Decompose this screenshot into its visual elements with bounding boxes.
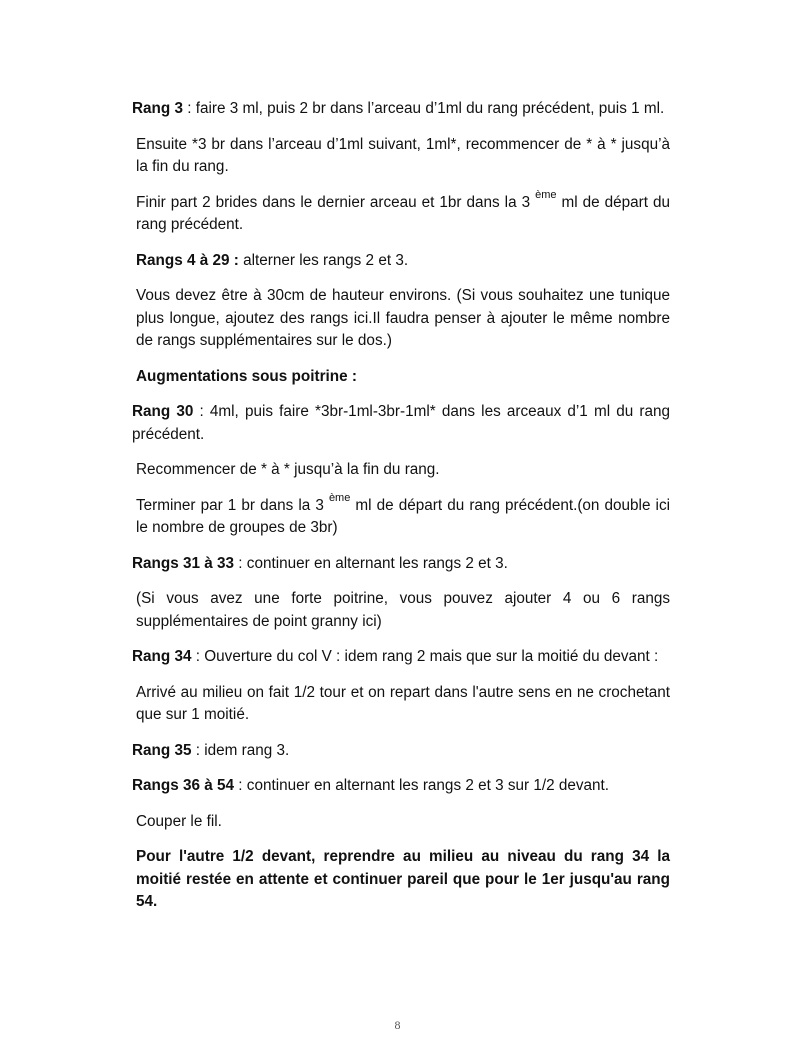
paragraph-text: : Ouverture du col V : idem rang 2 mais que sur la moitié du devant : xyxy=(191,648,659,665)
paragraph-text: alterner les rangs 2 et 3. xyxy=(238,251,409,269)
paragraph-text: Pour l'autre 1/2 devant, reprendre au milieu au niveau du rang 34 la moitié restée en attente et continuer pareil que pour le 1er jusqu'au rang 54. xyxy=(136,848,670,910)
paragraph-ensuite xyxy=(132,134,670,179)
superscript: ème xyxy=(328,491,351,504)
paragraph-text: Ensuite *3 br dans l’arceau d’1ml suivant, 1ml*, recommencer de * à * jusqu’à la fin du rang. xyxy=(136,135,670,175)
paragraph-couper xyxy=(132,811,670,834)
paragraph-rang-3 xyxy=(132,98,670,121)
paragraph-rangs-31-33 xyxy=(132,553,670,576)
paragraph-text: : 4ml, puis faire *3br-1ml-3br-1ml* dans les arceaux d’1 ml du rang précédent. xyxy=(132,403,670,443)
rang-label: Rangs 4 à 29 : xyxy=(136,251,239,269)
rang-label: Rangs 31 à 33 xyxy=(132,554,235,572)
section-heading xyxy=(132,366,670,389)
paragraph-text: Arrivé au milieu on fait 1/2 tour et on repart dans l'autre sens en ne crochetant que sur 1 moitié. xyxy=(136,683,670,723)
paragraph-text: Finir part 2 brides dans le dernier arceau et 1br dans la 3 xyxy=(136,193,536,211)
rang-label: Rang 34 xyxy=(132,648,192,665)
superscript: ème xyxy=(535,188,557,201)
paragraph-text: Recommencer de * à * jusqu’à la fin du rang. xyxy=(136,461,440,478)
paragraph-rang-30 xyxy=(132,401,670,446)
paragraph-rangs-36-54 xyxy=(132,775,670,798)
paragraph-text: Terminer par 1 br dans la 3 xyxy=(136,496,329,514)
paragraph-text: : continuer en alternant les rangs 2 et 3. xyxy=(234,554,508,572)
paragraph-hauteur xyxy=(132,285,670,353)
paragraph-text: : idem rang 3. xyxy=(191,741,290,759)
paragraph-recommencer xyxy=(132,459,670,482)
paragraph-text: ml de départ du rang précédent.(on double ici le nombre de groupes de 3br) xyxy=(136,496,670,536)
paragraph-text: (Si vous avez une forte poitrine, vous pouvez ajouter 4 ou 6 rangs supplémentaires de point granny ici) xyxy=(136,590,670,630)
heading-text: Augmentations sous poitrine : xyxy=(136,367,357,385)
rang-label: Rangs 36 à 54 xyxy=(132,777,235,794)
paragraph-terminer xyxy=(132,491,670,540)
paragraph-finir xyxy=(132,188,670,237)
paragraph-text: : faire 3 ml, puis 2 br dans l’arceau d’1ml du rang précédent, puis 1 ml. xyxy=(183,100,665,117)
paragraph-rang-34 xyxy=(132,646,670,669)
document-body xyxy=(132,98,670,927)
paragraph-text: ml de départ du rang précédent. xyxy=(136,193,670,233)
paragraph-rang-35 xyxy=(132,740,670,763)
rang-label: Rang 3 xyxy=(132,100,183,117)
rang-label: Rang 35 xyxy=(132,741,192,759)
paragraph-forte-poitrine xyxy=(132,588,670,633)
paragraph-rangs-4-29 xyxy=(132,250,670,273)
paragraph-arrive xyxy=(132,682,670,727)
paragraph-final-bold xyxy=(132,846,670,914)
paragraph-text: Vous devez être à 30cm de hauteur environs. (Si vous souhaitez une tunique plus longue, ajoutez des rangs ici.Il faudra penser à ajouter le même nombre de rangs supplémentaires sur le dos.) xyxy=(136,287,670,349)
paragraph-text: : continuer en alternant les rangs 2 et 3 sur 1/2 devant. xyxy=(234,777,610,794)
page-number: 8 xyxy=(394,1018,401,1032)
rang-label: Rang 30 xyxy=(132,403,194,420)
paragraph-text: Couper le fil. xyxy=(136,812,222,830)
